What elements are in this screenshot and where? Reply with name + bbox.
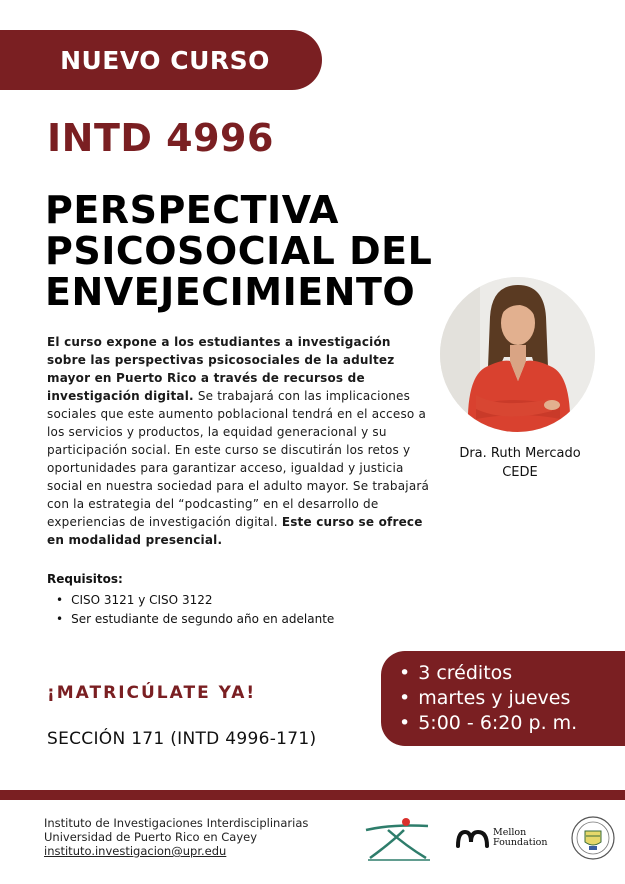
footer-university: Universidad de Puerto Rico en Cayey	[44, 830, 258, 844]
mellon-name: Mellon	[493, 827, 527, 838]
mellon-m-icon	[456, 828, 490, 848]
course-title	[45, 190, 465, 313]
requirements-title: Requisitos:	[47, 572, 123, 586]
description-intro: El curso expone a los estudiantes a investigación sobre las perspectivas psicosociales de la adultez mayor en Puerto Rico a través de recursos de investigación digital.	[47, 335, 395, 403]
course-code: INTD 4996	[47, 116, 274, 160]
course-title-line: PERSPECTIVA	[45, 188, 339, 232]
mellon-foundation: Foundation	[493, 837, 548, 848]
requirement-item: • CISO 3121 y CISO 3122	[56, 591, 334, 610]
footer-divider	[0, 790, 625, 800]
requirement-item: • Ser estudiante de segundo año en adelante	[56, 610, 334, 629]
course-details-box	[381, 651, 625, 746]
course-description	[47, 333, 432, 549]
instructor-name: Dra. Ruth Mercado	[459, 446, 581, 461]
instructor-caption	[440, 444, 600, 482]
instructor-photo	[440, 277, 595, 432]
description-outro: Este curso se ofrece en modalidad presencial.	[47, 515, 423, 547]
description-body: Se trabajará con las implicaciones sociales que este aumento poblacional tendrá en el acceso a los servicios y productos, la equidad generacional y su participación social. En este curso se discutirán los retos y oportunidades para garantizar acceso, igualdad y justicia social en nuestra sociedad para el adulto mayor. Se trabajará con la estrategia del “podcasting” en el desarrollo de experiencias de investigación digital.	[47, 389, 430, 529]
footer-email-link[interactable]: instituto.investigacion@upr.edu	[44, 844, 227, 858]
instructor-portrait-icon	[440, 277, 595, 432]
footer-institute: Instituto de Investigaciones Interdisciplinarias	[44, 816, 309, 830]
requirements-list	[56, 591, 334, 629]
enroll-call-to-action: ¡MATRICÚLATE YA!	[47, 683, 257, 703]
new-course-banner	[0, 30, 322, 90]
iii-logo-icon	[362, 816, 432, 862]
detail-time: • 5:00 - 6:20 p. m.	[399, 711, 625, 736]
course-title-line: PSICOSOCIAL DEL	[45, 229, 433, 273]
detail-credits: • 3 créditos	[399, 661, 625, 686]
banner-label: NUEVO CURSO	[60, 45, 270, 75]
instructor-unit: CEDE	[502, 465, 538, 480]
course-title-line: ENVEJECIMIENTO	[45, 270, 416, 314]
upr-seal-icon	[571, 816, 615, 860]
section-label: SECCIÓN 171 (INTD 4996-171)	[47, 729, 317, 749]
footer-contact	[44, 816, 308, 858]
mellon-foundation-logo	[456, 825, 547, 851]
detail-days: • martes y jueves	[399, 686, 625, 711]
